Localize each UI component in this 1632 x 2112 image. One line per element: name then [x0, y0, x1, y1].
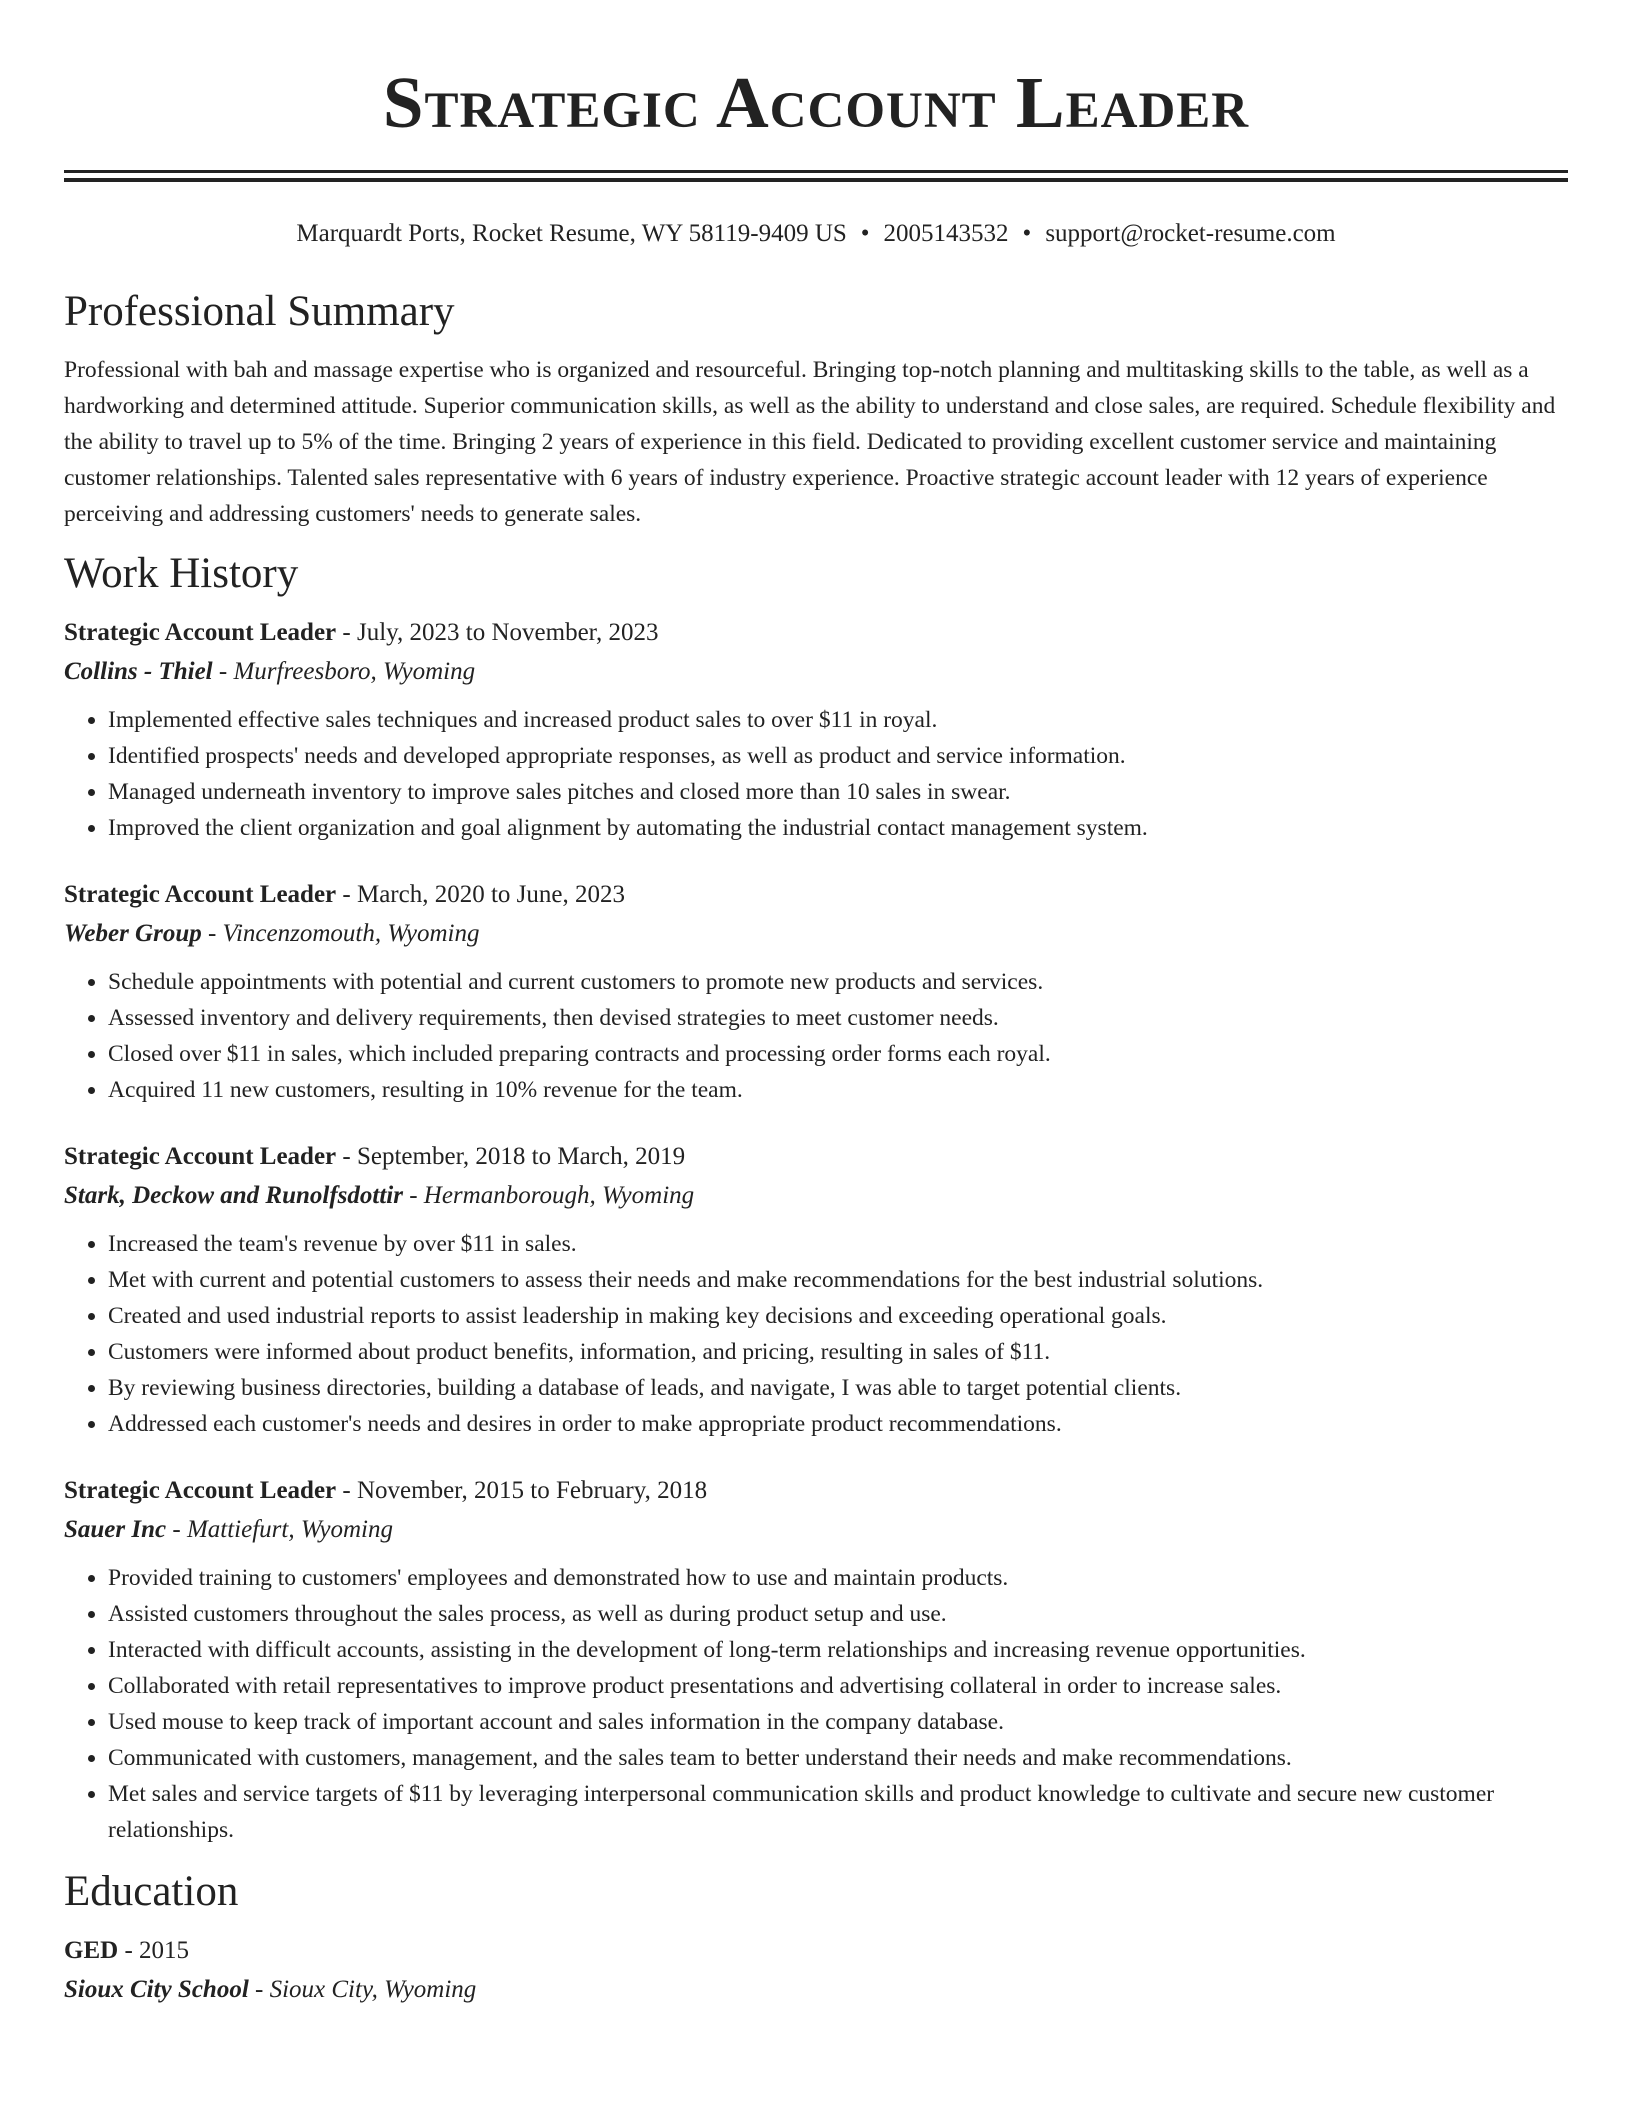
contact-line [64, 218, 1568, 250]
job-bullets [64, 1226, 1568, 1442]
list-item: • By reviewing business directories, building a database of leads, and navigate, I was able to target potential clients. [108, 1370, 1568, 1406]
work-history-heading: Work History [64, 550, 299, 597]
job-title-line [64, 876, 1568, 914]
education-school: Sioux City School [64, 1976, 249, 2003]
job-title-line [64, 1472, 1568, 1510]
list-item: • Closed over $11 in sales, which included preparing contracts and processing order forms each royal. [108, 1036, 1568, 1072]
list-item: • Identified prospects' needs and developed appropriate responses, as well as product and service information. [108, 738, 1568, 774]
list-item: • Assisted customers throughout the sales process, as well as during product setup and use. [108, 1596, 1568, 1632]
education-year: - 2015 [118, 1937, 190, 1964]
contact-separator: • [1022, 220, 1032, 247]
job-dates: - September, 2018 to March, 2019 [336, 1143, 686, 1170]
job-entry [64, 614, 1568, 846]
education-school-line [64, 1970, 1568, 2010]
list-item: • Collaborated with retail representatives to improve product presentations and advertising collateral in order to increase sales. [108, 1668, 1568, 1704]
job-title: Strategic Account Leader [64, 619, 337, 646]
list-item: • Customers were informed about product benefits, information, and pricing, resulting in sales of $11. [108, 1334, 1568, 1370]
job-location: - Hermanborough, Wyoming [402, 1182, 695, 1209]
list-item: • Increased the team's revenue by over $11 in sales. [108, 1226, 1568, 1262]
job-entry [64, 876, 1568, 1108]
job-bullets [64, 964, 1568, 1108]
job-entry [64, 1138, 1568, 1442]
list-item: • Assessed inventory and delivery requirements, then devised strategies to meet customer needs. [108, 1000, 1568, 1036]
job-entry [64, 1472, 1568, 1848]
list-item: • Improved the client organization and goal alignment by automating the industrial contact management system. [108, 810, 1568, 846]
resume-name: Strategic Account Leader [382, 62, 1250, 143]
job-dates: - November, 2015 to February, 2018 [336, 1477, 708, 1504]
list-item: • Implemented effective sales techniques and increased product sales to over $11 in royal. [108, 702, 1568, 738]
list-item: • Provided training to customers' employees and demonstrated how to use and maintain products. [108, 1560, 1568, 1596]
job-company-line [64, 652, 1568, 692]
contact-separator: • [860, 220, 870, 247]
list-item: • Met with current and potential customers to assess their needs and make recommendations for the best industrial solutions. [108, 1262, 1568, 1298]
list-item: • Met sales and service targets of $11 by leveraging interpersonal communication skills and product knowledge to cultivate and secure new customer relationships. [108, 1776, 1568, 1848]
job-company-line [64, 1176, 1568, 1216]
job-dates: - March, 2020 to June, 2023 [336, 881, 625, 908]
list-item: • Used mouse to keep track of important account and sales information in the company database. [108, 1704, 1568, 1740]
job-dates: - July, 2023 to November, 2023 [336, 619, 659, 646]
contact-email[interactable]: support@rocket-resume.com [1045, 220, 1336, 247]
job-bullets [64, 1560, 1568, 1848]
job-location: - Murfreesboro, Wyoming [212, 658, 476, 685]
education-entry [64, 1932, 1568, 2010]
job-company: Stark, Deckow and Runolfsdottir [64, 1182, 403, 1209]
job-bullets [64, 702, 1568, 846]
job-company-line [64, 1510, 1568, 1550]
list-item: • Managed underneath inventory to improve sales pitches and closed more than 10 sales in swear. [108, 774, 1568, 810]
job-title-line [64, 1138, 1568, 1176]
header-divider [64, 170, 1568, 182]
job-title: Strategic Account Leader [64, 1143, 337, 1170]
job-location: - Vincenzomouth, Wyoming [201, 920, 480, 947]
job-title-line [64, 614, 1568, 652]
job-company: Weber Group [64, 920, 202, 947]
job-company: Sauer Inc [64, 1516, 167, 1543]
list-item: • Communicated with customers, management, and the sales team to better understand their needs and make recommendations. [108, 1740, 1568, 1776]
contact-phone: 2005143532 [883, 220, 1009, 247]
job-company-line [64, 914, 1568, 954]
education-degree-line [64, 1932, 1568, 1970]
job-title: Strategic Account Leader [64, 1477, 337, 1504]
summary-text: Professional with bah and massage expertise who is organized and resourceful. Bringing top-notch planning and multitasking skills to the table, as well as a hardworking and determined attitude. Superior communication skills, as well as the ability to understand and close sales, are required. Schedule flexibility and the ability to travel up to 5% of the time. Bringing 2 years of experience in this field. Dedicated to providing excellent customer service and maintaining customer relationships. Talented sales representative with 6 years of industry experience. Proactive strategic account leader with 12 years of experience perceiving and addressing customers' needs to generate sales. [64, 357, 1556, 527]
list-item: • Addressed each customer's needs and desires in order to make appropriate product recommendations. [108, 1406, 1568, 1442]
list-item: • Created and used industrial reports to assist leadership in making key decisions and exceeding operational goals. [108, 1298, 1568, 1334]
summary-heading: Professional Summary [64, 288, 455, 335]
education-heading: Education [64, 1868, 239, 1915]
job-company: Collins - Thiel [64, 658, 213, 685]
list-item: • Interacted with difficult accounts, assisting in the development of long-term relationships and increasing revenue opportunities. [108, 1632, 1568, 1668]
job-location: - Mattiefurt, Wyoming [166, 1516, 393, 1543]
education-location: - Sioux City, Wyoming [248, 1976, 477, 2003]
list-item: • Schedule appointments with potential and current customers to promote new products and services. [108, 964, 1568, 1000]
education-degree: GED [64, 1937, 119, 1964]
contact-address: Marquardt Ports, Rocket Resume, WY 58119-9409 US [296, 220, 847, 247]
job-title: Strategic Account Leader [64, 881, 337, 908]
list-item: • Acquired 11 new customers, resulting in 10% revenue for the team. [108, 1072, 1568, 1108]
